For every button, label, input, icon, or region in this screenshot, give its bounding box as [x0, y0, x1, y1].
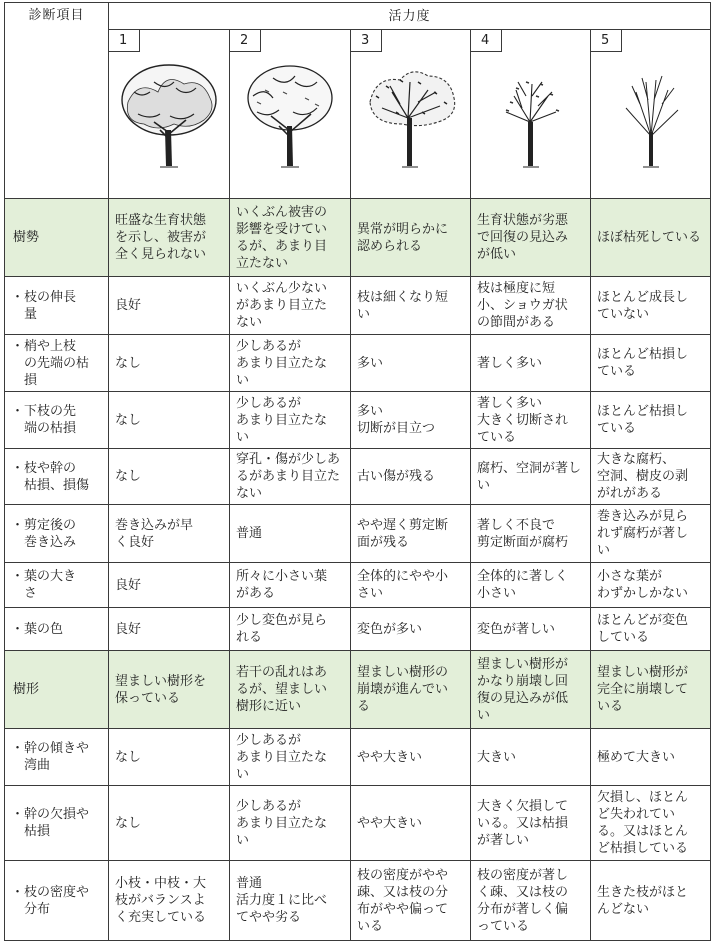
description-text: ほとんど枯損し ている [597, 347, 689, 379]
level-5-description [591, 449, 711, 505]
header-vitality: 活力度 [109, 3, 711, 30]
level-5-description [591, 608, 711, 651]
level-2-description [230, 277, 351, 335]
description-text: 枝は極度に短 小、ショウガ状 の節間がある [477, 281, 568, 330]
level-1-description [109, 335, 230, 392]
label-text: 樹形 [13, 682, 40, 697]
description-text: 少しあるが あまり目立たな い [236, 338, 328, 388]
description-text: 望ましい樹形の 崩壊が進んでい る [357, 665, 449, 714]
description-text: 良好 [115, 621, 142, 637]
level-4-description [471, 199, 591, 277]
description-text: 大きい [477, 749, 517, 765]
description-text: 全体的にやや小 さい [357, 569, 449, 601]
level-4-description [471, 651, 591, 729]
description-text: ほぼ枯死している [597, 230, 702, 245]
description-text: 所々に小さい葉 がある [236, 569, 328, 601]
description-text: いくぶん被害の 影響を受けてい るが、あまり目 立たない [236, 204, 328, 271]
description-text: 変色が多い [357, 621, 423, 637]
item-row [5, 505, 711, 563]
level-number: 5 [591, 30, 622, 52]
level-3-description [351, 199, 471, 277]
level-3-cell [351, 30, 471, 199]
level-1-description [109, 608, 230, 651]
level-5-description [591, 392, 711, 449]
label-text: ・葉の大き さ [11, 569, 77, 601]
description-text: 生きた枝がほと んどない [597, 884, 689, 917]
label-text: ・幹の傾きや 湾曲 [11, 741, 90, 773]
description-text: ほとんど枯損し ている [597, 404, 689, 436]
label-text: ・下枝の先 端の枯損 [11, 404, 77, 436]
description-text: なし [115, 469, 142, 484]
level-2-description [230, 651, 351, 729]
description-text: 少しあるが あまり目立たな い [236, 732, 328, 782]
level-3-description [351, 651, 471, 729]
category-row [5, 199, 711, 277]
item-label [5, 786, 109, 861]
level-1-description [109, 449, 230, 505]
level-1-description [109, 277, 230, 335]
item-row [5, 608, 711, 651]
level-3-description [351, 335, 471, 392]
level-1-description [109, 563, 230, 608]
level-2-description [230, 449, 351, 505]
level-3-description [351, 563, 471, 608]
description-text: 穿孔・傷が少しあ るがあまり目立た ない [236, 452, 341, 501]
description-text: 大きな腐朽、 空洞、樹皮の剥 がれがある [597, 452, 689, 501]
level-3-description [351, 786, 471, 861]
description-text: 大きく欠損して いる。又は枯損 が著しい [477, 798, 569, 848]
level-4-description [471, 505, 591, 563]
level-1-description [109, 392, 230, 449]
level-4-description [471, 608, 591, 651]
description-text: 多い [357, 355, 384, 371]
level-2-description [230, 563, 351, 608]
label-text: ・幹の欠損や 枯損 [11, 807, 90, 839]
level-2-description [230, 608, 351, 651]
tree-abnormal-illustration [351, 52, 470, 170]
description-text: 欠損し、ほとん ど失われてい る。又はほとん ど枯損している [597, 790, 689, 856]
description-text: 普通 [236, 526, 263, 541]
level-5-description [591, 729, 711, 786]
description-text: 異常が明らかに 認められる [357, 221, 449, 254]
level-number: 4 [471, 30, 502, 52]
category-row [5, 651, 711, 729]
level-1-description [109, 505, 230, 563]
description-text: やや大きい [357, 815, 423, 831]
description-text: 巻き込みが早 く良好 [115, 517, 194, 550]
description-text: ほとんど成長し ていない [597, 289, 689, 322]
label-text: ・枝や幹の 枯損、損傷 [11, 460, 90, 493]
description-text: なし [115, 355, 142, 371]
level-5-cell [591, 30, 711, 199]
label-text: ・枝の密度や 分布 [11, 884, 90, 917]
description-text: 望ましい樹形が かなり崩壊し回 復の見込みが低 い [477, 656, 569, 723]
level-3-description [351, 449, 471, 505]
tree-poor-illustration [471, 52, 590, 170]
item-label [5, 392, 109, 449]
item-label [5, 563, 109, 608]
description-text: 生育状態が劣悪 で回復の見込み が低い [477, 213, 569, 262]
level-4-description [471, 277, 591, 335]
level-4-cell [471, 30, 591, 199]
level-2-cell [230, 30, 351, 199]
description-text: 多い 切断が目立つ [357, 404, 436, 436]
label-text: ・剪定後の 巻き込み [11, 517, 77, 550]
description-text: 良好 [115, 577, 142, 593]
item-label [5, 277, 109, 335]
level-3-description [351, 861, 471, 941]
description-text: 著しく多い [477, 355, 543, 371]
level-4-description [471, 335, 591, 392]
description-text: なし [115, 749, 142, 765]
description-text: 望ましい樹形が 完全に崩壊して いる [597, 665, 689, 714]
level-3-description [351, 277, 471, 335]
description-text: やや遅く剪定断 面が残る [357, 517, 449, 550]
level-3-description [351, 392, 471, 449]
item-row [5, 449, 711, 505]
label-text: ・枝の伸長 量 [11, 289, 77, 322]
label-text: ・葉の色 [11, 621, 64, 637]
level-1-description [109, 729, 230, 786]
tree-slightly-damaged-illustration [230, 52, 350, 170]
level-4-description [471, 786, 591, 861]
description-text: 枝の密度がやや 疎、又は枝の分 布がやや偏って いる [357, 867, 449, 934]
tree-dead-illustration [591, 52, 710, 170]
item-row [5, 861, 711, 941]
label-text: ・梢や上枝 の先端の枯 損 [11, 338, 90, 388]
level-2-description [230, 729, 351, 786]
level-5-description [591, 861, 711, 941]
description-text: 古い傷が残る [357, 469, 436, 484]
vitality-diagnosis-table [4, 2, 711, 941]
description-text: なし [115, 412, 142, 428]
description-text: 良好 [115, 298, 142, 313]
level-2-description [230, 505, 351, 563]
description-text: 小枝・中枝・大 枝がバランスよ く充実している [115, 876, 207, 925]
level-1-description [109, 786, 230, 861]
header-diagnosis-item: 診断項目 [5, 3, 109, 199]
description-text: 若干の乱れはあ るが、望ましい 樹形に近い [236, 665, 328, 714]
level-2-description [230, 199, 351, 277]
category-label [5, 651, 109, 729]
item-row [5, 729, 711, 786]
level-2-description [230, 861, 351, 941]
level-1-description [109, 861, 230, 941]
level-3-description [351, 608, 471, 651]
item-label [5, 729, 109, 786]
description-text: 少しあるが あまり目立たな い [236, 798, 328, 848]
item-label [5, 505, 109, 563]
level-5-description [591, 651, 711, 729]
item-label [5, 335, 109, 392]
description-text: 旺盛な生育状態 を示し、被害が 全く見られない [115, 213, 207, 262]
level-5-description [591, 277, 711, 335]
level-5-description [591, 335, 711, 392]
item-row [5, 277, 711, 335]
description-text: 少しあるが あまり目立たな い [236, 395, 328, 445]
level-1-cell [109, 30, 230, 199]
level-4-description [471, 729, 591, 786]
level-5-description [591, 786, 711, 861]
description-text: 極めて大きい [597, 749, 676, 765]
description-text: 著しく多い 大きく切断され ている [477, 395, 569, 445]
level-number: 2 [230, 30, 261, 52]
level-1-description [109, 651, 230, 729]
level-2-description [230, 786, 351, 861]
level-5-description [591, 199, 711, 277]
item-row [5, 563, 711, 608]
description-text: やや大きい [357, 749, 423, 765]
description-text: 小さな葉が わずかしかない [597, 569, 689, 601]
label-text: 樹勢 [13, 230, 40, 245]
level-4-description [471, 449, 591, 505]
level-5-description [591, 505, 711, 563]
level-2-description [230, 392, 351, 449]
description-text: 全体的に著しく 小さい [477, 569, 569, 601]
item-row [5, 786, 711, 861]
description-text: 枝は細くなり短 い [357, 289, 449, 322]
level-number: 3 [351, 30, 382, 52]
category-label [5, 199, 109, 277]
description-text: いくぶん少ない があまり目立た ない [236, 281, 328, 330]
description-text: 腐朽、空洞が著し い [477, 460, 582, 493]
item-label [5, 449, 109, 505]
description-text: 著しく不良で 剪定断面が腐朽 [477, 517, 569, 550]
description-text: 変色が著しい [477, 621, 556, 637]
description-text: 枝の密度が著し く疎、又は枝の 分布が著しく偏 っている [477, 867, 569, 934]
item-label [5, 861, 109, 941]
level-1-description [109, 199, 230, 277]
level-number: 1 [109, 30, 140, 52]
level-4-description [471, 563, 591, 608]
level-3-description [351, 505, 471, 563]
level-2-description [230, 335, 351, 392]
item-label [5, 608, 109, 651]
description-text: 少し変色が見ら れる [236, 613, 328, 645]
description-text: 巻き込みが見ら れず腐朽が著し い [597, 509, 689, 558]
description-text: 望ましい樹形を 保っている [115, 673, 207, 706]
description-text: ほとんどが変色 している [597, 613, 689, 645]
item-row [5, 392, 711, 449]
level-4-description [471, 392, 591, 449]
level-5-description [591, 563, 711, 608]
level-3-description [351, 729, 471, 786]
description-text: なし [115, 815, 142, 831]
level-4-description [471, 861, 591, 941]
item-row [5, 335, 711, 392]
tree-vigorous-illustration [109, 52, 229, 170]
description-text: 普通 活力度１に比べ てやや劣る [236, 876, 328, 925]
